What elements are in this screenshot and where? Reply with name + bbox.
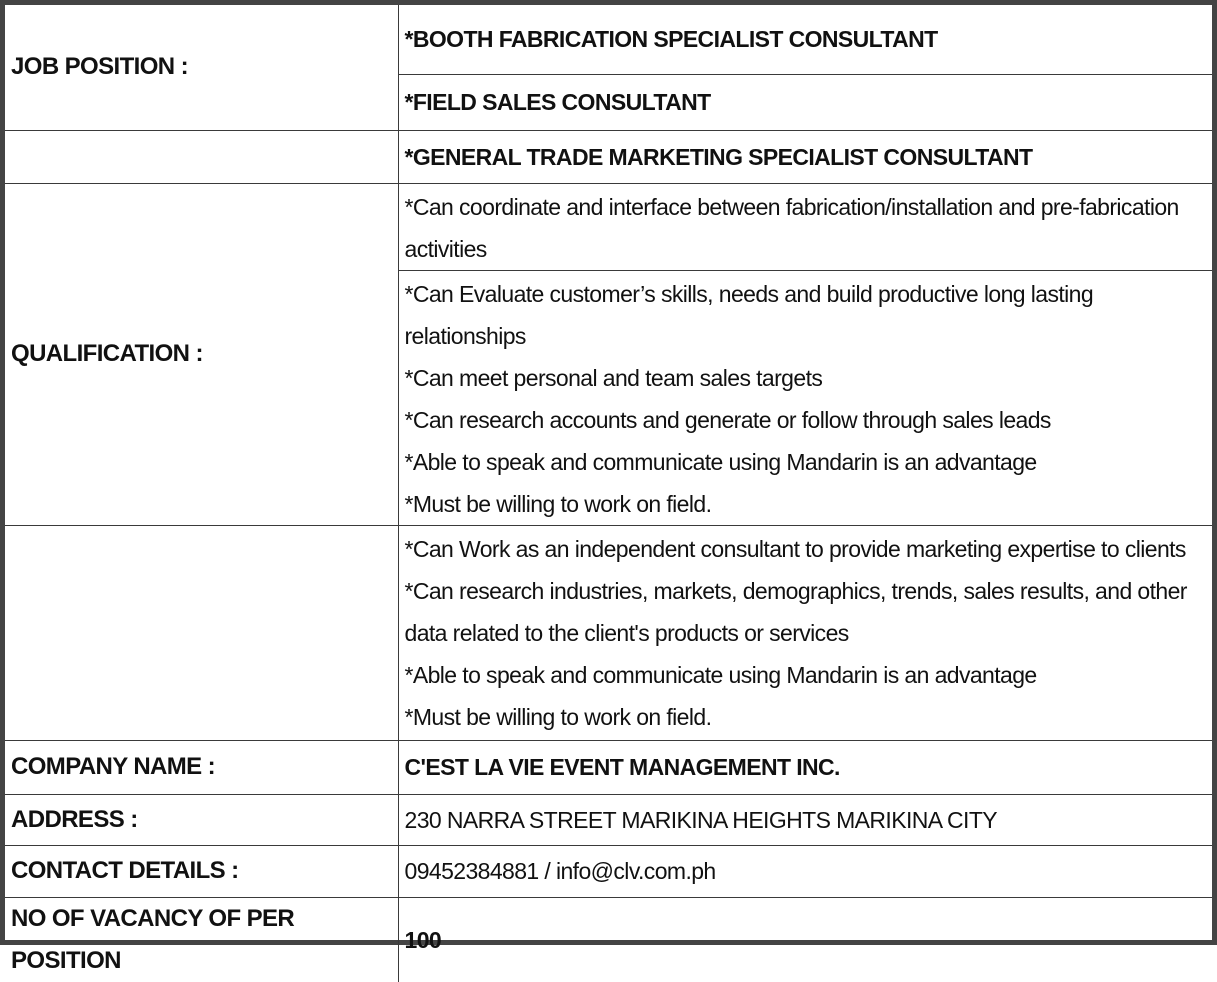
qualification-line: *Able to speak and communicate using Mandarin is an advantage: [404, 661, 1037, 688]
qualification-line: data related to the client's products or services: [404, 619, 849, 646]
vacancy-label: NO OF VACANCY OF PER POSITION: [5, 897, 398, 982]
qualification-line: relationships: [404, 322, 526, 349]
table-row: [5, 183, 1212, 270]
qualification-line: *Can meet personal and team sales targets: [404, 364, 823, 391]
contact-details-label: CONTACT DETAILS :: [5, 845, 398, 897]
job-position-label: JOB POSITION :: [5, 5, 398, 130]
qualification-line: *Must be willing to work on field.: [404, 490, 712, 517]
table-row: [5, 897, 1212, 982]
qualification-field-sales: [398, 270, 1212, 525]
job-posting-table: [5, 5, 1212, 982]
position-field-sales: *FIELD SALES CONSULTANT: [398, 74, 1212, 130]
company-name-label: COMPANY NAME :: [5, 740, 398, 794]
position-general-trade: *GENERAL TRADE MARKETING SPECIALIST CONSULTANT: [398, 130, 1212, 183]
qualification-line: *Can research industries, markets, demographics, trends, sales results, and other: [404, 577, 1187, 604]
company-name-value: C'EST LA VIE EVENT MANAGEMENT INC.: [398, 740, 1212, 794]
empty-label-cell: [5, 130, 398, 183]
empty-label-cell: [5, 525, 398, 740]
table-row: [5, 130, 1212, 183]
table-row: [5, 525, 1212, 740]
address-label: ADDRESS :: [5, 794, 398, 845]
qualification-general-trade: [398, 525, 1212, 740]
table-row: [5, 794, 1212, 845]
table-row: [5, 5, 1212, 74]
qualification-booth: [398, 183, 1212, 270]
table-row: [5, 845, 1212, 897]
vacancy-value: 100: [398, 897, 1212, 982]
qualification-line: *Can coordinate and interface between fabrication/installation and pre-fabrication: [404, 193, 1179, 220]
contact-details-value: 09452384881 / info@clv.com.ph: [398, 845, 1212, 897]
qualification-line: activities: [404, 235, 487, 262]
position-booth: *BOOTH FABRICATION SPECIALIST CONSULTANT: [398, 5, 1212, 74]
qualification-line: *Able to speak and communicate using Mandarin is an advantage: [404, 448, 1037, 475]
table-row: [5, 740, 1212, 794]
qualification-line: *Can Evaluate customer’s skills, needs and build productive long lasting: [404, 280, 1094, 307]
qualification-line: *Can Work as an independent consultant to provide marketing expertise to clients: [404, 535, 1186, 562]
qualification-line: *Can research accounts and generate or follow through sales leads: [404, 406, 1051, 433]
address-value: 230 NARRA STREET MARIKINA HEIGHTS MARIKINA CITY: [398, 794, 1212, 845]
qualification-line: *Must be willing to work on field.: [404, 703, 712, 730]
qualification-label: QUALIFICATION :: [5, 183, 398, 525]
